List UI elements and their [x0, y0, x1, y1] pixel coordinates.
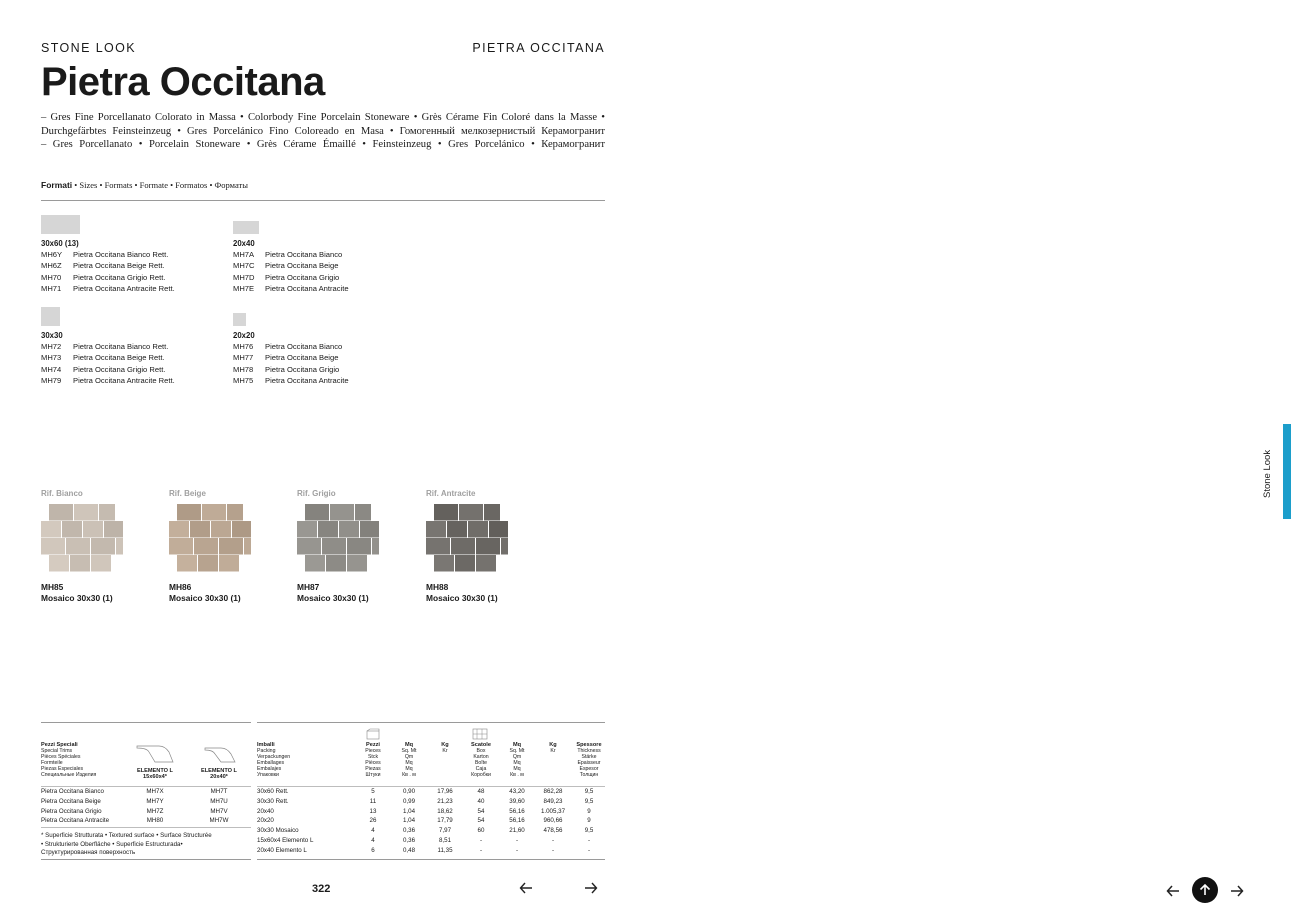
packing-cell: - [587, 846, 591, 854]
mosaic-image [169, 504, 251, 572]
format-item: MH7A Pietra Occitana Bianco [233, 250, 343, 259]
packing-col-header-line: Qm [512, 753, 522, 760]
packing-col-header-line: Pieces [365, 747, 381, 754]
packing-row-format: 20x20 [257, 817, 274, 825]
packing-cell: - [479, 837, 483, 844]
packing-cell: 21,23 [437, 797, 453, 805]
packing-col-header-line: Mq [404, 742, 414, 748]
packing-cell: 54 [477, 807, 485, 815]
section-label: STONE LOOK [41, 41, 137, 55]
format-block-20x40 [233, 239, 349, 294]
format-item: MH76 Pietra Occitana Bianco [233, 342, 343, 351]
mosaic-piece [484, 504, 500, 521]
packing-cell: 0,48 [402, 846, 416, 854]
packing-cell: 9,5 [584, 827, 594, 835]
surface-note [41, 832, 212, 858]
packing-col-header-line: Штуки [365, 771, 381, 778]
packing-col-header-line: Karton [473, 753, 489, 760]
packing-col-header-line: Piezas [365, 765, 381, 772]
packing-row-format: 30x30 Mosaico [257, 827, 299, 835]
mosaic-piece [116, 538, 123, 555]
page-title: Pietra Occitana [41, 60, 325, 104]
packing-col-header [429, 743, 461, 755]
packing-cell: 9,5 [584, 788, 594, 795]
mosaic-name: Mosaico 30x30 (1) [426, 593, 498, 603]
packing-cell: 4 [371, 837, 375, 844]
mosaic-piece [41, 521, 61, 538]
packing-cell: 1,04 [402, 807, 416, 815]
format-item: MH6Y Pietra Occitana Bianco Rett. [41, 250, 169, 259]
packing-table [257, 722, 605, 862]
mosaic-piece [372, 538, 379, 555]
mosaic-piece [177, 555, 197, 572]
packing-col-header-line: Mq [405, 759, 413, 766]
mosaic-piece [347, 538, 371, 555]
col-header [197, 769, 241, 781]
packing-col-header-line: Espesor [579, 765, 599, 772]
packing-heading-line: Emballages [257, 759, 285, 766]
row-code-a: MH80 [146, 817, 164, 825]
divider [41, 200, 605, 201]
swatch-30x60 [41, 215, 80, 234]
special-heading-line: Pièces Spéciales [41, 753, 81, 760]
packing-cell: 13 [369, 807, 377, 815]
description-line: Durchgefärbtes Feinsteinzeug • Gres Porcelánico Fino Coloreado en Masa • Гомогенный мелкозернистый Керамогранит [41, 125, 605, 137]
format-item: MH72 Pietra Occitana Bianco Rett. [41, 342, 169, 351]
special-heading-line: Специальные Изделия [41, 771, 97, 778]
mosaic-piece [476, 538, 500, 555]
format-size: 30x30 [41, 331, 63, 340]
mosaic-piece [297, 538, 321, 555]
mosaic-piece [426, 538, 450, 555]
format-item: MH70 Pietra Occitana Grigio Rett. [41, 272, 166, 282]
special-trims-table [41, 722, 251, 862]
row-code-a: MH7Z [146, 807, 164, 815]
mosaic-piece [91, 538, 115, 555]
mosaic-piece [177, 504, 201, 521]
mosaic-image [41, 504, 123, 572]
special-heading-line: Pezzi Speciali [41, 742, 78, 748]
mosaic-piece [305, 555, 325, 572]
packing-cell: 54 [477, 817, 485, 825]
mosaic-ref: Rif. Beige [169, 489, 206, 498]
mosaic-card [297, 489, 379, 604]
arrow-right-icon [1230, 884, 1244, 898]
mosaic-piece [232, 521, 251, 538]
packing-col-header-line: Pezzi [366, 742, 380, 748]
row-code-a: MH7X [146, 788, 164, 795]
packing-col-header-line: Caja [475, 765, 487, 772]
packing-cell: 11 [369, 797, 377, 805]
mosaic-code: MH86 [169, 582, 192, 592]
mosaic-piece [318, 521, 338, 538]
mosaic-piece [447, 521, 467, 538]
format-block-20x20 [233, 331, 349, 386]
mosaic-ref: Rif. Bianco [41, 489, 83, 498]
packing-col-header [465, 743, 497, 778]
mosaic-piece [297, 521, 317, 538]
section-tab[interactable] [1283, 424, 1291, 519]
mosaic-piece [459, 504, 483, 521]
packing-heading-line: Packing [257, 747, 276, 754]
row-name: Pietra Occitana Antracite [41, 817, 110, 825]
swatch-20x40 [233, 221, 259, 234]
mosaic-piece [476, 555, 496, 572]
description-line: – Gres Fine Porcellanato Colorato in Massa • Colorbody Fine Porcelain Stoneware • Grès Cérame Fin Coloré dans la Masse • [41, 112, 605, 123]
packing-cell: 21,60 [509, 827, 525, 835]
mosaic-piece [41, 538, 65, 555]
formats-heading [41, 180, 248, 190]
mosaic-piece [66, 538, 90, 555]
format-item: MH7C Pietra Occitana Beige [233, 261, 339, 271]
table-row [41, 798, 251, 808]
packing-col-header [393, 743, 425, 778]
format-item: MH6Z Pietra Occitana Beige Rett. [41, 261, 165, 271]
packing-cell: 960,66 [543, 817, 563, 825]
row-code-a: MH7Y [146, 797, 164, 805]
packing-col-header-line: Sq. Mt [401, 747, 417, 754]
packing-cell: - [551, 846, 555, 854]
packing-col-header-line: Sq. Mt [509, 747, 525, 754]
mosaic-piece [468, 521, 488, 538]
mosaic-name: Mosaico 30x30 (1) [297, 593, 369, 603]
arrow-left-icon [519, 881, 533, 895]
format-item: MH79 Pietra Occitana Antracite Rett. [41, 375, 175, 385]
format-item: MH71 Pietra Occitana Antracite Rett. [41, 283, 175, 293]
packing-col-header [501, 743, 533, 778]
mosaic-piece [501, 538, 508, 555]
packing-cell: 0,36 [402, 827, 416, 835]
packing-col-header-line: Boîte [474, 759, 488, 766]
packing-col-header-line: Кв . м [510, 771, 524, 778]
divider [41, 827, 251, 828]
format-size: 20x40 [233, 239, 255, 248]
packing-cell: 48 [477, 788, 485, 795]
packing-col-header-line: Pièces [365, 759, 381, 766]
packing-col-header [573, 743, 605, 778]
mosaic-piece [91, 555, 111, 572]
note-line: * Superficie Strutturata • Textured surface • Surface Structurée [41, 832, 212, 839]
viewer-next-button[interactable] [1230, 884, 1244, 903]
mosaic-image [297, 504, 379, 572]
row-code-b: MH7V [210, 807, 228, 815]
mosaic-piece [211, 521, 231, 538]
packing-col-header-line: Spessore [576, 742, 602, 748]
packing-col-header-line: Коробки [471, 771, 491, 778]
packing-col-header-line: Thickness [577, 747, 601, 754]
packing-cell: 1,04 [402, 817, 416, 825]
packing-cell: 43,20 [509, 788, 525, 795]
packing-cell: - [587, 837, 591, 844]
mosaic-card [426, 489, 508, 604]
mosaic-piece [70, 555, 90, 572]
row-code-b: MH7W [209, 817, 229, 825]
packing-cell: 4 [371, 827, 375, 835]
format-item: MH75 Pietra Occitana Antracite [233, 375, 349, 385]
page-number: 322 [312, 883, 331, 895]
swatch-20x20 [233, 313, 246, 326]
mosaic-ref: Rif. Antracite [426, 489, 476, 498]
packing-col-header-line: Толщин [579, 771, 599, 778]
packing-cell: 8,51 [438, 837, 452, 844]
col-header [133, 769, 177, 781]
mosaic-piece [219, 555, 239, 572]
packing-col-header-line: Kg [441, 742, 449, 748]
arrow-up-icon [1199, 884, 1211, 896]
packing-cell: 9,5 [584, 797, 594, 805]
packing-col-header-line: Кв . м [402, 771, 416, 778]
description-line: – Gres Porcellanato • Porcelain Stoneware • Grès Cérame Émaillé • Feinsteinzeug • Gres Porcelánico • Керамогранит [41, 139, 605, 150]
mosaic-piece [326, 555, 346, 572]
table-row [41, 788, 251, 798]
scroll-top-button[interactable] [1192, 877, 1218, 903]
packing-col-header-line: Kr [550, 747, 556, 754]
packing-cell: 17,79 [437, 817, 453, 825]
packing-col-header-line: Stärke [581, 753, 597, 760]
mosaic-piece [355, 504, 371, 521]
packing-cell: 17,96 [437, 788, 453, 795]
mosaic-code: MH85 [41, 582, 64, 592]
elemento-l-icon [203, 742, 237, 768]
col-header-line: 20x40* [210, 773, 228, 780]
packing-row-format: 15x60x4 Elemento L [257, 837, 314, 844]
special-heading-line: Piezas Especiales [41, 765, 84, 772]
format-item: MH7D Pietra Occitana Grigio [233, 272, 340, 282]
packing-col-header-line: Box [476, 747, 486, 754]
packing-cell: 862,28 [543, 788, 563, 795]
row-code-b: MH7T [210, 788, 228, 795]
mosaic-piece [202, 504, 226, 521]
mosaic-piece [305, 504, 329, 521]
packing-cell: - [551, 837, 555, 844]
special-heading-line: Special Trims [41, 747, 73, 754]
divider [41, 786, 251, 787]
section-tab-label: Stone Look [1262, 449, 1273, 498]
packing-row-format: 30x60 Rett. [257, 788, 289, 795]
packing-row-format: 20x40 [257, 807, 274, 815]
col-header-line: ELEMENTO L [201, 768, 237, 774]
packing-cell: 40 [477, 797, 485, 805]
divider [41, 859, 251, 860]
mosaic-piece [62, 521, 82, 538]
row-name: Pietra Occitana Bianco [41, 788, 104, 795]
special-heading [41, 743, 96, 778]
mosaic-piece [339, 521, 359, 538]
collection-label: PIETRA OCCITANA [472, 41, 605, 55]
row-name: Pietra Occitana Grigio [41, 807, 102, 815]
packing-col-header-line: Epaisseur [577, 759, 601, 766]
format-item: MH7E Pietra Occitana Antracite [233, 283, 349, 293]
packing-cell: - [479, 846, 483, 854]
packing-col-header-line: Mq [405, 765, 413, 772]
packing-cell: 11,35 [437, 846, 453, 854]
special-heading-line: Formteile [41, 759, 63, 766]
col-header-line: 15x60x4* [143, 773, 167, 780]
formats-label: Formati [41, 180, 73, 190]
packing-heading-line: Imballi [257, 742, 275, 748]
packing-cell: 0,99 [402, 797, 416, 805]
packing-cell: 60 [477, 827, 485, 835]
packing-cell: 18,62 [437, 807, 453, 815]
mosaic-code: MH88 [426, 582, 449, 592]
mosaic-piece [227, 504, 243, 521]
mosaic-name: Mosaico 30x30 (1) [169, 593, 241, 603]
swatch-30x30 [41, 307, 60, 326]
mosaic-ref: Rif. Grigio [297, 489, 336, 498]
description [41, 111, 605, 152]
col-header-line: ELEMENTO L [137, 768, 173, 774]
row-name: Pietra Occitana Beige [41, 797, 101, 805]
arrow-right-icon [584, 881, 598, 895]
packing-cell: 39,60 [509, 797, 525, 805]
format-item: MH73 Pietra Occitana Beige Rett. [41, 353, 165, 363]
table-row [41, 817, 251, 827]
packing-col-header-line: Mq [513, 765, 521, 772]
note-line: Структурированная поверхность [41, 849, 136, 856]
packing-heading-line: Упаковки [257, 771, 279, 778]
note-line: • Strukturierte Oberfläche • Superficie Estructurada• [41, 840, 183, 848]
packing-cell: 1.005,37 [540, 807, 566, 815]
packing-cell: - [515, 846, 519, 854]
packing-cell: 6 [371, 846, 375, 854]
mosaic-piece [99, 504, 115, 521]
packing-col-header-line: Mq [512, 742, 522, 748]
mosaic-piece [322, 538, 346, 555]
packing-heading-line: Embalajes [257, 765, 282, 772]
packing-col-header-line: Kg [549, 742, 557, 748]
packing-col-header-line: Scatole [471, 742, 491, 748]
packing-row-format: 30x30 Rett. [257, 797, 289, 805]
mosaic-piece [451, 538, 475, 555]
format-item: MH77 Pietra Occitana Beige [233, 353, 339, 363]
format-block-30x60 [41, 239, 175, 294]
mosaic-piece [489, 521, 508, 538]
mosaic-piece [360, 521, 379, 538]
packing-heading-line: Verpackungen [257, 753, 291, 760]
viewer-prev-button[interactable] [1166, 884, 1180, 903]
divider [257, 786, 605, 787]
format-block-30x30 [41, 331, 175, 386]
mosaic-card [41, 489, 123, 604]
packing-cell: 7,97 [438, 827, 452, 835]
mosaic-piece [219, 538, 243, 555]
packing-cell: 9 [587, 817, 591, 825]
special-rows [41, 788, 251, 827]
packing-col-header-line: Kr [442, 747, 448, 754]
packing-cell: 56,16 [509, 817, 525, 825]
packing-col-header [537, 743, 569, 755]
mosaic-piece [198, 555, 218, 572]
elemento-l-icon [135, 738, 175, 768]
mosaic-piece [190, 521, 210, 538]
packing-cell: 26 [369, 817, 377, 825]
packing-cell: 0,36 [402, 837, 416, 844]
packing-col-header-line: Stck [367, 753, 379, 760]
table-row [41, 808, 251, 818]
divider [257, 859, 605, 860]
mosaic-piece [169, 538, 193, 555]
packing-col-header-line: Mq [513, 759, 521, 766]
packing-cell: - [515, 837, 519, 844]
mosaic-card [169, 489, 251, 604]
format-item: MH78 Pietra Occitana Grigio [233, 364, 340, 374]
mosaic-piece [49, 504, 73, 521]
packing-cell: 5 [371, 788, 375, 795]
mosaic-piece [244, 538, 251, 555]
format-item: MH74 Pietra Occitana Grigio Rett. [41, 364, 166, 374]
format-size: 30x60 (13) [41, 239, 79, 248]
box-icon [366, 728, 380, 740]
mosaic-image [426, 504, 508, 572]
mosaic-piece [426, 521, 446, 538]
mosaic-code: MH87 [297, 582, 320, 592]
arrow-left-icon [1166, 884, 1180, 898]
pallet-icon [472, 728, 488, 740]
mosaic-piece [49, 555, 69, 572]
packing-cell: 0,90 [402, 788, 416, 795]
packing-cell: 9 [587, 807, 591, 815]
mosaic-piece [83, 521, 103, 538]
mosaic-piece [455, 555, 475, 572]
packing-cell: 478,56 [543, 827, 563, 835]
packing-cell: 56,16 [509, 807, 525, 815]
mosaic-piece [434, 504, 458, 521]
row-code-b: MH7U [210, 797, 228, 805]
mosaic-name: Mosaico 30x30 (1) [41, 593, 113, 603]
format-size: 20x20 [233, 331, 255, 340]
mosaic-piece [169, 521, 189, 538]
mosaic-piece [104, 521, 123, 538]
packing-col-header-line: Qm [404, 753, 414, 760]
packing-heading [257, 743, 290, 778]
packing-cell: 849,23 [543, 797, 563, 805]
mosaic-piece [347, 555, 367, 572]
next-page-button[interactable] [584, 881, 598, 899]
formats-translations: • Sizes • Formats • Formate • Formatos • Форматы [72, 180, 248, 190]
mosaic-piece [74, 504, 98, 521]
mosaic-piece [194, 538, 218, 555]
packing-row-format: 20x40 Elemento L [257, 846, 307, 854]
mosaic-piece [434, 555, 454, 572]
prev-page-button[interactable] [519, 881, 533, 899]
packing-col-header [357, 743, 389, 778]
mosaic-piece [330, 504, 354, 521]
